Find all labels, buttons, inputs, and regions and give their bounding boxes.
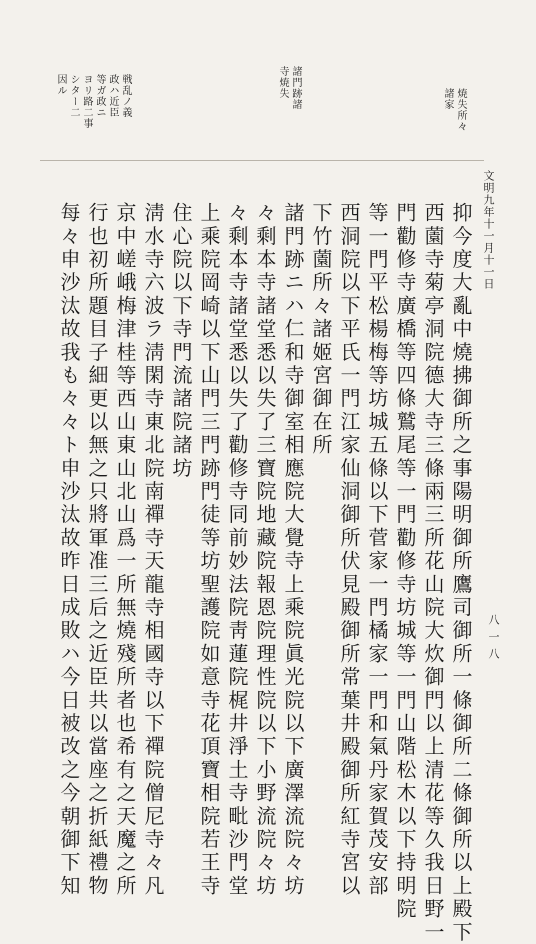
margin-note-line: 寺焼失 [277, 66, 288, 99]
text-column: 抑今度大亂中燒拂御所之事陽明御所鷹司御所一條御所二條御所以上殿下 [449, 202, 473, 944]
margin-note-line: ヨリ路二事 [81, 74, 92, 129]
page-number: 八一八 [487, 614, 500, 665]
text-column: 西洞院以下平氏一門江家仙洞御所伏見殿御所常葉井殿御所紅寺宮以 [337, 202, 361, 898]
text-column: 下竹薗所々諸姬宮御在所 [309, 202, 333, 458]
margin-note-line: 諸家 [442, 88, 453, 110]
margin-note-line: 焼失所々 [455, 88, 466, 132]
divider-line [40, 160, 484, 161]
text-column: 上乘院岡崎以下山門三門跡門徒等坊聖護院如意寺花頂寶相院若王寺 [197, 202, 221, 898]
margin-note-line: 諸門跡諸 [290, 66, 301, 110]
margin-note-line: シター二 [68, 74, 79, 118]
text-column: 等一門平松楊梅等坊城五條以下菅家一門橘家一門和氣丹家賀茂安部 [365, 202, 389, 898]
text-column: 住心院以下寺門流諸院諸坊 [169, 202, 193, 481]
text-column: 西薗寺菊亭洞院德大寺三條兩三所花山院大炊御門以上清花等久我日野一 [421, 202, 445, 944]
margin-note-line: 等ガ政ニ [94, 74, 105, 118]
text-column: 門勸修寺廣橋等四條鷲尾等一門勸修寺坊城等一門山階松木以下持明院 [393, 202, 417, 922]
text-column: 每々申沙汰故我も々々ト申沙汰故昨日成敗ハ今日被改之今朝御下知 [57, 202, 81, 898]
running-header: 文明九年十一月十一日 [482, 170, 495, 290]
text-column: 々剩本寺諸堂悉以失了勸修寺同前妙法院靑蓮院梶井淨土寺毗沙門堂 [225, 202, 249, 898]
text-column: 諸門跡ニハ仁和寺御室相應院大覺寺上乘院眞光院以下廣澤流院々坊 [281, 202, 305, 898]
text-column: 淸水寺六波ラ淸閑寺東北院南禪寺天龍寺相國寺以下禪院僧尼寺々凡 [141, 202, 165, 898]
margin-note-line: 政ハ近臣 [107, 74, 118, 118]
text-column: 行也初所題目子細更以無之只將軍准三后之近臣共以當座之折紙禮物 [85, 202, 109, 898]
margin-note-line: 戦乱ノ義 [120, 74, 131, 118]
text-column: 京中嵯峨梅津桂等西山東山北山爲一所無燒殘所者也希有之天魔之所 [113, 202, 137, 898]
text-column: 々剩本寺諸堂悉以失了三寶院地藏院報恩院理性院以下小野流院々坊 [253, 202, 277, 898]
margin-note-line: 因ル [55, 74, 66, 96]
